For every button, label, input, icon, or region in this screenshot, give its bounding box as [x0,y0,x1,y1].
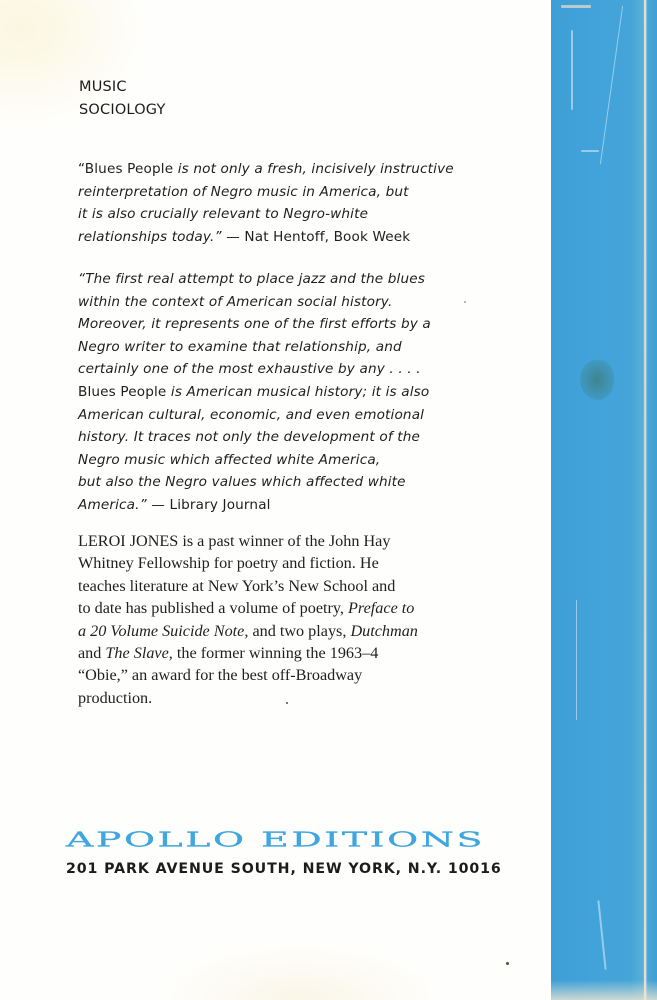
quote-attribution: — Library Journal [146,496,271,513]
quote-line: “The first real attempt to place jazz and the blues [78,271,425,287]
quote-text: is not only a fresh, incisively instructive [173,161,454,177]
spine-scuff [576,600,577,720]
spine-scuff [561,5,591,8]
quote-line [78,158,454,181]
bio-line: production. [78,688,153,707]
bio-text: and two plays, [248,621,351,640]
spine-scuff [571,30,573,110]
bio-line: “Obie,” an award for the best off-Broadway [78,666,363,685]
quote-line [78,226,454,249]
spine-scuff [600,6,623,165]
publisher-address: 201 PARK AVENUE SOUTH, NEW YORK, N.Y. 10016 [66,861,502,877]
quote-text: relationships today.” [78,228,222,245]
bio-line: teaches literature at New York’s New School and [78,576,396,595]
water-stain [580,360,614,400]
play-title: Dutchman [350,621,418,640]
quote-attribution: — Nat Hentoff, Book Week [221,228,411,245]
author-bio [78,530,418,709]
quote-line [78,381,431,404]
bio-line: LEROI JONES is a past winner of the John Hay [78,532,391,550]
quote-line: history. It traces not only the development of the [78,429,421,446]
quote-text: is American musical history; it is also [166,383,430,400]
quote-line: but also the Negro values which affected white [78,474,406,491]
review-quote-hentoff [78,158,454,248]
paper-speck [506,962,509,965]
bio-line: Whitney Fellowship for poetry and fiction. He [78,554,379,573]
book-title: a 20 Volume Suicide Note, [78,621,249,640]
review-quote-library-journal [78,268,431,517]
publisher-block [66,828,502,878]
category-label [79,76,166,122]
quote-line: it is also crucially relevant to Negro-white [78,206,369,223]
quote-text: America.” [78,496,147,513]
quote-text: Blues People [78,383,167,400]
quote-line: Negro writer to examine that relationship, and [78,338,402,355]
bio-text: the former winning the 1963–4 [172,644,379,663]
spine-scuff [597,900,606,970]
paper-speck [286,702,288,704]
quote-line: within the context of American social history. [78,293,393,310]
quote-text: “Blues People [78,161,174,177]
spine-scuff [581,150,599,152]
quote-line: Negro music which affected white America, [78,451,381,468]
book-title: Preface to [348,599,415,618]
bio-line [78,642,418,664]
category-music: MUSIC [79,79,127,95]
quote-line: reinterpretation of Negro music in America, but [78,183,409,200]
quote-line: American cultural, economic, and even emotional [78,406,425,423]
quote-line: certainly one of the most exhaustive by any . . . . [78,361,421,378]
spine-wear [551,980,657,1000]
paper-speck [464,301,466,303]
publisher-logo: APOLLO EDITIONS [66,829,485,853]
bio-line [78,597,418,619]
bio-text: and [78,644,106,663]
play-title: The Slave, [105,644,173,663]
category-sociology: SOCIOLOGY [79,102,166,118]
quote-line: Moreover, it represents one of the first efforts by a [78,316,431,333]
quote-line [78,494,431,517]
bio-text: to date has published a volume of poetry, [78,599,349,618]
bio-line [78,620,418,642]
